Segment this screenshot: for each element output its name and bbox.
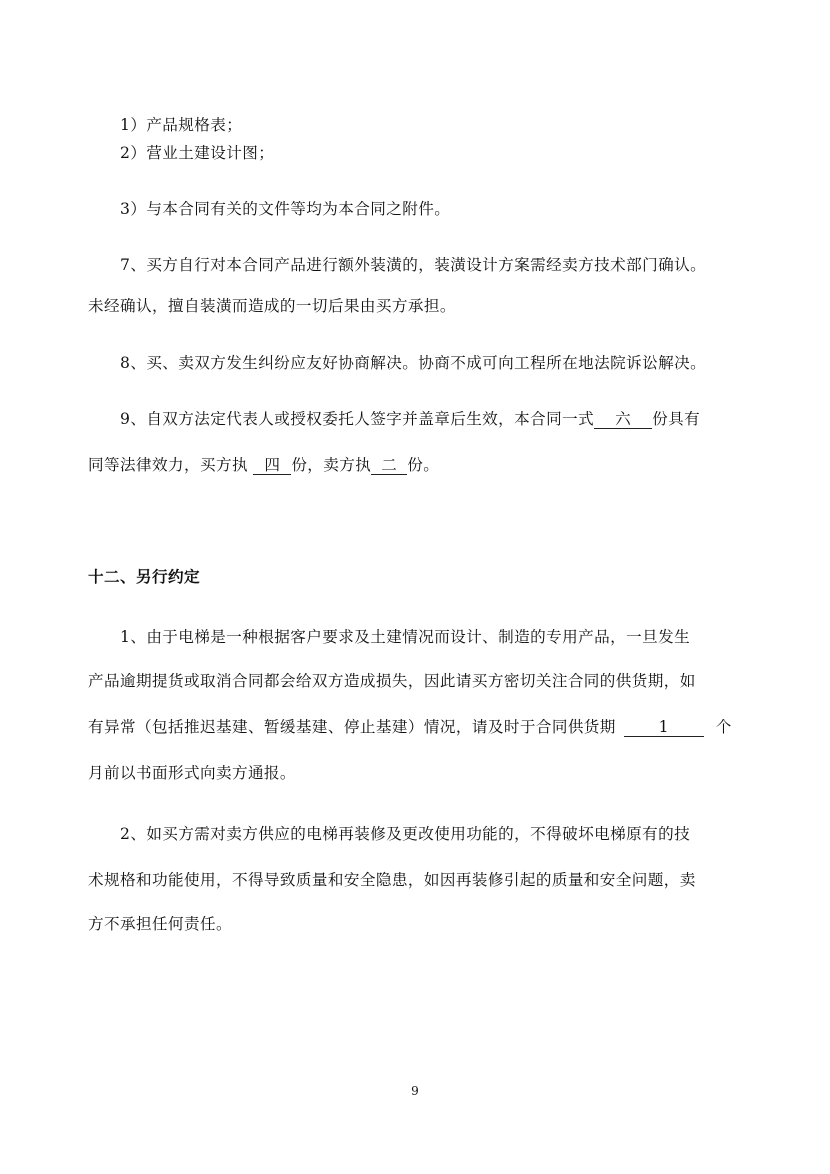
clause-7-line-1: 7、买方自行对本合同产品进行额外装潢的，装潢设计方案需经卖方技术部门确认。 (120, 256, 707, 274)
section-12-text: 有异常（包括推迟基建、暂缓基建、停止基建）情况，请及时于合同供货期 (88, 718, 616, 736)
clause-9-text: 同等法律效力，买方执 (88, 456, 248, 474)
attachment-item-3: 3）与本合同有关的文件等均为本合同之附件。 (120, 200, 451, 218)
clause-9-text: 份。 (407, 456, 440, 474)
section-12-p1-line-1: 1、由于电梯是一种根据客户要求及土建情况而设计、制造的专用产品，一旦发生 (120, 628, 691, 646)
section-12-p2-line-2: 术规格和功能使用，不得导致质量和安全隐患，如因再装修引起的质量和安全问题，卖 (88, 871, 696, 889)
clause-7-line-2: 未经确认，擅自装潢而造成的一切后果由买方承担。 (88, 297, 456, 315)
section-12-text: 个 (715, 718, 732, 736)
seller-copies-field: 二 (371, 457, 407, 475)
section-12-p1-line-4: 月前以书面形式向卖方通报。 (88, 764, 296, 782)
clause-9-text: 份，卖方执 (291, 456, 372, 474)
attachment-item-2: 2）营业土建设计图； (120, 144, 275, 162)
months-field: 1 (624, 719, 704, 737)
section-12-p2-line-1: 2、如买方需对卖方供应的电梯再装修及更改使用功能的，不得破坏电梯原有的技 (120, 825, 691, 843)
section-12-p1-line-2: 产品逾期提货或取消合同都会给双方造成损失，因此请买方密切关注合同的供货期，如 (88, 672, 696, 690)
section-heading: 十二、另行约定 (88, 567, 200, 586)
clause-8: 8、买、卖双方发生纠纷应友好协商解决。协商不成可向工程所在地法院诉讼解决。 (120, 354, 707, 372)
copies-total-field: 六 (594, 411, 652, 429)
clause-9-text: 9、自双方法定代表人或授权委托人签字并盖章后生效，本合同一式 (120, 410, 595, 428)
section-12-p2-line-3: 方不承担任何责任。 (88, 915, 232, 933)
clause-9-line-1 (120, 409, 700, 429)
page-number: 9 (411, 1084, 419, 1098)
buyer-copies-field: 四 (253, 457, 291, 475)
clause-9-line-2 (88, 455, 439, 475)
attachment-item-1: 1）产品规格表； (120, 116, 243, 134)
clause-9-text: 份具有 (652, 410, 701, 428)
section-12-p1-line-3 (88, 717, 732, 737)
